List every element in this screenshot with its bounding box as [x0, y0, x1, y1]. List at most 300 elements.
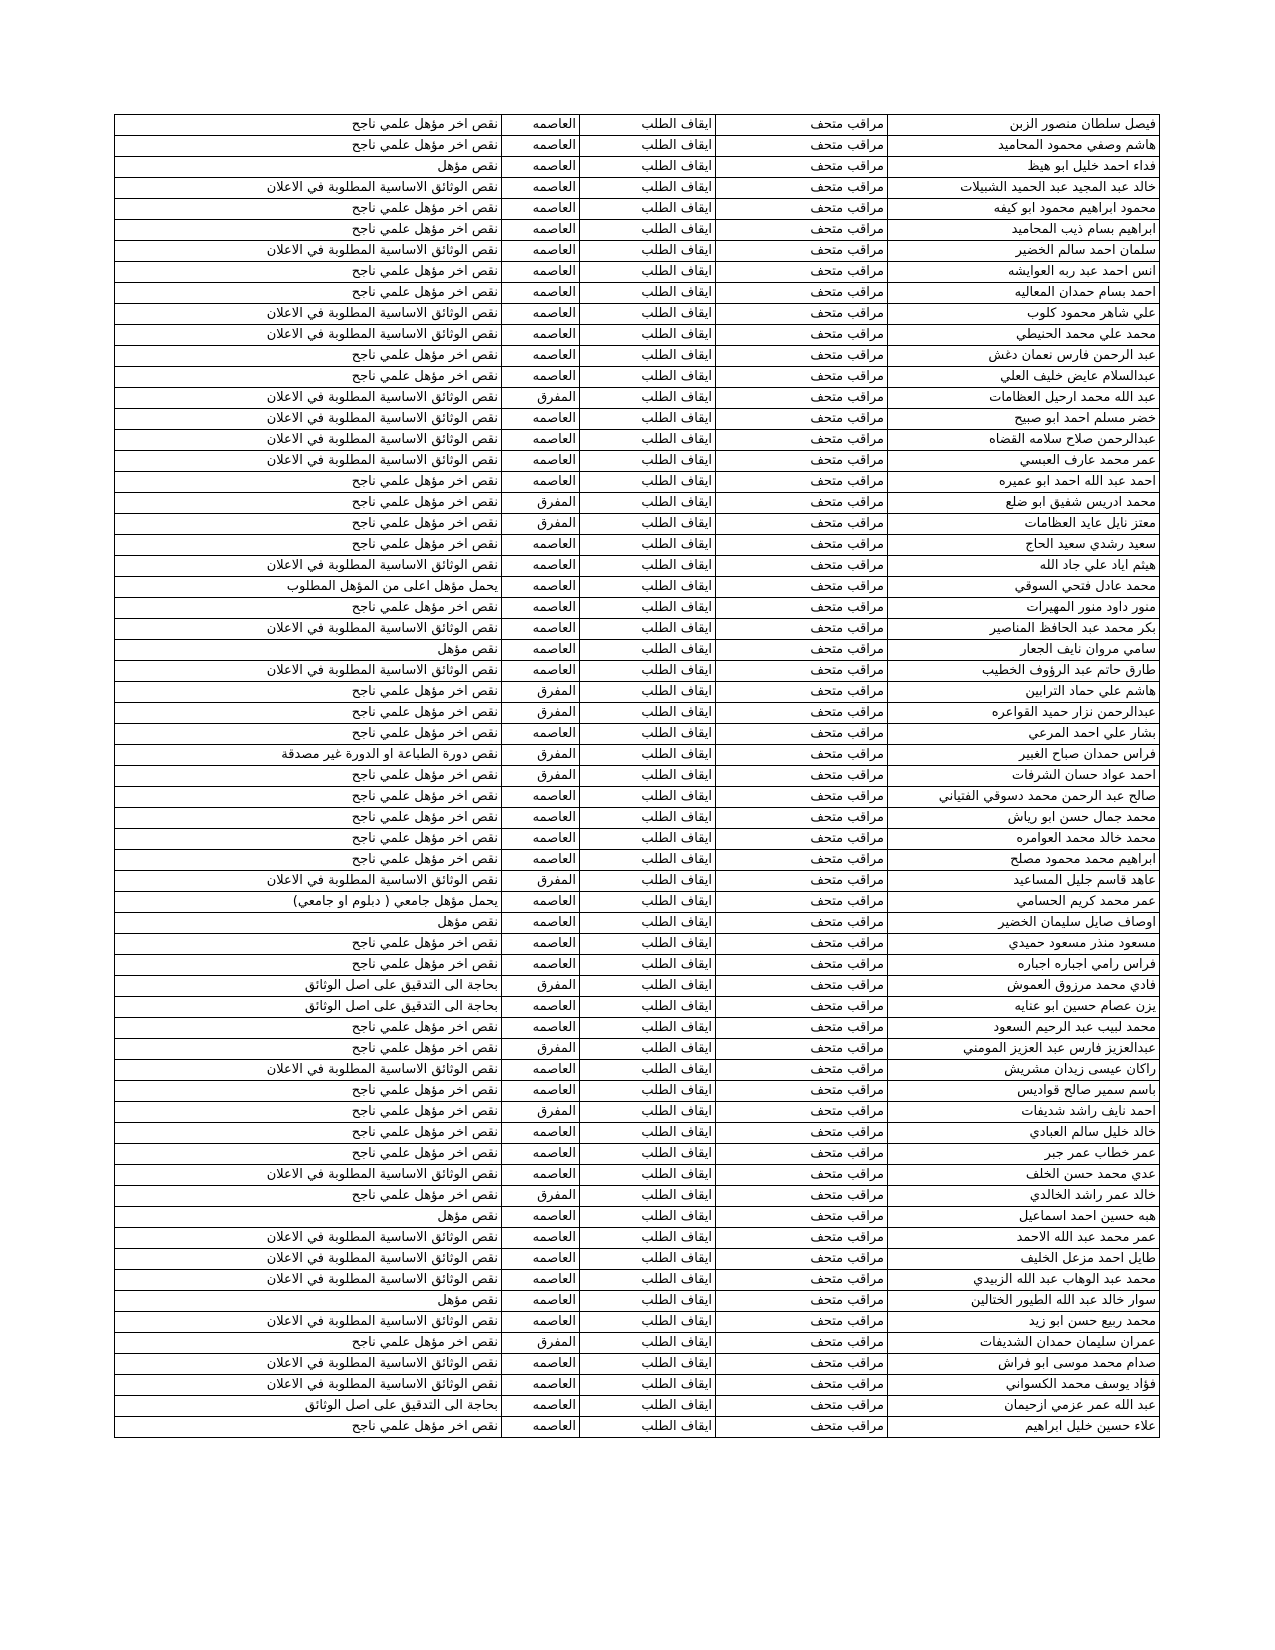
request-status-cell: ايقاف الطلب — [580, 1417, 716, 1438]
request-status-cell: ايقاف الطلب — [580, 892, 716, 913]
reason-cell: نقص اخر مؤهل علمي ناجح — [115, 829, 502, 850]
request-status-cell: ايقاف الطلب — [580, 1144, 716, 1165]
applicants-table-body — [115, 115, 1160, 1438]
applicant-name-cell: سوار خالد عبد الله الطيور الختالين — [888, 1291, 1160, 1312]
table-row — [115, 367, 1160, 388]
governorate-cell: العاصمه — [502, 1207, 580, 1228]
table-row — [115, 1396, 1160, 1417]
table-row — [115, 304, 1160, 325]
reason-cell: نقص اخر مؤهل علمي ناجح — [115, 724, 502, 745]
governorate-cell: المفرق — [502, 976, 580, 997]
request-status-cell: ايقاف الطلب — [580, 871, 716, 892]
reason-cell: نقص اخر مؤهل علمي ناجح — [115, 367, 502, 388]
governorate-cell: العاصمه — [502, 850, 580, 871]
request-status-cell: ايقاف الطلب — [580, 178, 716, 199]
table-row — [115, 766, 1160, 787]
governorate-cell: العاصمه — [502, 1144, 580, 1165]
request-status-cell: ايقاف الطلب — [580, 661, 716, 682]
request-status-cell: ايقاف الطلب — [580, 955, 716, 976]
reason-cell: نقص الوثائق الاساسية المطلوبة في الاعلان — [115, 409, 502, 430]
governorate-cell: المفرق — [502, 871, 580, 892]
job-title-cell: مراقب متحف — [716, 178, 888, 199]
governorate-cell: المفرق — [502, 766, 580, 787]
applicant-name-cell: يزن عصام حسين ابو عنايه — [888, 997, 1160, 1018]
governorate-cell: العاصمه — [502, 535, 580, 556]
table-row — [115, 724, 1160, 745]
governorate-cell: العاصمه — [502, 577, 580, 598]
request-status-cell: ايقاف الطلب — [580, 1039, 716, 1060]
applicant-name-cell: صدام محمد موسى ابو فراش — [888, 1354, 1160, 1375]
request-status-cell: ايقاف الطلب — [580, 1375, 716, 1396]
governorate-cell: العاصمه — [502, 1228, 580, 1249]
reason-cell: نقص الوثائق الاساسية المطلوبة في الاعلان — [115, 1228, 502, 1249]
table-row — [115, 1354, 1160, 1375]
reason-cell: نقص الوثائق الاساسية المطلوبة في الاعلان — [115, 430, 502, 451]
applicant-name-cell: محمد جمال حسن ابو رياش — [888, 808, 1160, 829]
applicant-name-cell: انس احمد عبد ربه العوايشه — [888, 262, 1160, 283]
table-row — [115, 1165, 1160, 1186]
governorate-cell: العاصمه — [502, 1081, 580, 1102]
reason-cell: نقص اخر مؤهل علمي ناجح — [115, 808, 502, 829]
job-title-cell: مراقب متحف — [716, 787, 888, 808]
request-status-cell: ايقاف الطلب — [580, 1165, 716, 1186]
table-row — [115, 178, 1160, 199]
governorate-cell: العاصمه — [502, 556, 580, 577]
table-row — [115, 1102, 1160, 1123]
request-status-cell: ايقاف الطلب — [580, 1396, 716, 1417]
applicant-name-cell: هاشم وصفي محمود المحاميد — [888, 136, 1160, 157]
table-row — [115, 283, 1160, 304]
reason-cell: نقص اخر مؤهل علمي ناجح — [115, 598, 502, 619]
table-row — [115, 451, 1160, 472]
job-title-cell: مراقب متحف — [716, 472, 888, 493]
governorate-cell: المفرق — [502, 514, 580, 535]
table-row — [115, 262, 1160, 283]
applicant-name-cell: عمر محمد عبد الله الاحمد — [888, 1228, 1160, 1249]
table-row — [115, 1039, 1160, 1060]
table-row — [115, 1375, 1160, 1396]
table-row — [115, 430, 1160, 451]
table-row — [115, 619, 1160, 640]
applicant-name-cell: احمد بسام حمدان المعاليه — [888, 283, 1160, 304]
table-row — [115, 1081, 1160, 1102]
table-row — [115, 955, 1160, 976]
governorate-cell: المفرق — [502, 1102, 580, 1123]
applicant-name-cell: راكان عيسى زيدان مشريش — [888, 1060, 1160, 1081]
table-row — [115, 640, 1160, 661]
job-title-cell: مراقب متحف — [716, 451, 888, 472]
job-title-cell: مراقب متحف — [716, 262, 888, 283]
reason-cell: نقص الوثائق الاساسية المطلوبة في الاعلان — [115, 1165, 502, 1186]
table-row — [115, 1291, 1160, 1312]
governorate-cell: المفرق — [502, 1333, 580, 1354]
reason-cell: نقص اخر مؤهل علمي ناجح — [115, 283, 502, 304]
reason-cell: نقص اخر مؤهل علمي ناجح — [115, 220, 502, 241]
applicant-name-cell: هيثم اياد علي جاد الله — [888, 556, 1160, 577]
request-status-cell: ايقاف الطلب — [580, 304, 716, 325]
reason-cell: نقص اخر مؤهل علمي ناجح — [115, 493, 502, 514]
governorate-cell: العاصمه — [502, 136, 580, 157]
job-title-cell: مراقب متحف — [716, 493, 888, 514]
applicant-name-cell: عبدالرحمن نزار حميد القواعره — [888, 703, 1160, 724]
governorate-cell: العاصمه — [502, 598, 580, 619]
job-title-cell: مراقب متحف — [716, 1354, 888, 1375]
table-row — [115, 976, 1160, 997]
applicant-name-cell: عبد الله محمد ارحيل العظامات — [888, 388, 1160, 409]
governorate-cell: العاصمه — [502, 1354, 580, 1375]
reason-cell: نقص اخر مؤهل علمي ناجح — [115, 682, 502, 703]
job-title-cell: مراقب متحف — [716, 346, 888, 367]
table-row — [115, 577, 1160, 598]
job-title-cell: مراقب متحف — [716, 1417, 888, 1438]
job-title-cell: مراقب متحف — [716, 850, 888, 871]
applicant-name-cell: محمد خالد محمد العوامره — [888, 829, 1160, 850]
job-title-cell: مراقب متحف — [716, 1228, 888, 1249]
reason-cell: نقص اخر مؤهل علمي ناجح — [115, 1018, 502, 1039]
applicant-name-cell: عمر محمد عارف العبسي — [888, 451, 1160, 472]
request-status-cell: ايقاف الطلب — [580, 262, 716, 283]
job-title-cell: مراقب متحف — [716, 1375, 888, 1396]
applicant-name-cell: طايل احمد مزعل الخليف — [888, 1249, 1160, 1270]
table-row — [115, 892, 1160, 913]
reason-cell: نقص اخر مؤهل علمي ناجح — [115, 1123, 502, 1144]
applicant-name-cell: محمد ادريس شفيق ابو ضلع — [888, 493, 1160, 514]
applicant-name-cell: علي شاهر محمود كلوب — [888, 304, 1160, 325]
table-row — [115, 1228, 1160, 1249]
request-status-cell: ايقاف الطلب — [580, 136, 716, 157]
request-status-cell: ايقاف الطلب — [580, 325, 716, 346]
job-title-cell: مراقب متحف — [716, 283, 888, 304]
applicant-name-cell: باسم سمير صالح قواديس — [888, 1081, 1160, 1102]
reason-cell: نقص اخر مؤهل علمي ناجح — [115, 115, 502, 136]
request-status-cell: ايقاف الطلب — [580, 976, 716, 997]
job-title-cell: مراقب متحف — [716, 1333, 888, 1354]
governorate-cell: العاصمه — [502, 283, 580, 304]
table-row — [115, 535, 1160, 556]
applicant-name-cell: فداء احمد خليل ابو هيظ — [888, 157, 1160, 178]
request-status-cell: ايقاف الطلب — [580, 1249, 716, 1270]
governorate-cell: العاصمه — [502, 1291, 580, 1312]
reason-cell: نقص الوثائق الاساسية المطلوبة في الاعلان — [115, 178, 502, 199]
request-status-cell: ايقاف الطلب — [580, 913, 716, 934]
table-row — [115, 871, 1160, 892]
request-status-cell: ايقاف الطلب — [580, 535, 716, 556]
governorate-cell: العاصمه — [502, 1417, 580, 1438]
job-title-cell: مراقب متحف — [716, 514, 888, 535]
table-row — [115, 661, 1160, 682]
governorate-cell: المفرق — [502, 1039, 580, 1060]
applicant-name-cell: معتز نايل عايد العظامات — [888, 514, 1160, 535]
governorate-cell: المفرق — [502, 388, 580, 409]
request-status-cell: ايقاف الطلب — [580, 934, 716, 955]
job-title-cell: مراقب متحف — [716, 703, 888, 724]
applicant-name-cell: خضر مسلم احمد ابو صبيح — [888, 409, 1160, 430]
reason-cell: نقص مؤهل — [115, 913, 502, 934]
request-status-cell: ايقاف الطلب — [580, 388, 716, 409]
governorate-cell: العاصمه — [502, 640, 580, 661]
table-row — [115, 556, 1160, 577]
reason-cell: نقص اخر مؤهل علمي ناجح — [115, 136, 502, 157]
applicant-name-cell: عدي محمد حسن الخلف — [888, 1165, 1160, 1186]
job-title-cell: مراقب متحف — [716, 220, 888, 241]
table-row — [115, 1312, 1160, 1333]
applicant-name-cell: سامي مروان نايف الجعار — [888, 640, 1160, 661]
governorate-cell: العاصمه — [502, 1018, 580, 1039]
governorate-cell: العاصمه — [502, 787, 580, 808]
table-row — [115, 472, 1160, 493]
applicant-name-cell: ابراهيم بسام ذيب المحاميد — [888, 220, 1160, 241]
request-status-cell: ايقاف الطلب — [580, 1333, 716, 1354]
applicant-name-cell: عمران سليمان حمدان الشديفات — [888, 1333, 1160, 1354]
governorate-cell: العاصمه — [502, 1060, 580, 1081]
table-row — [115, 514, 1160, 535]
request-status-cell: ايقاف الطلب — [580, 220, 716, 241]
governorate-cell: العاصمه — [502, 241, 580, 262]
reason-cell: نقص الوثائق الاساسية المطلوبة في الاعلان — [115, 1312, 502, 1333]
reason-cell: نقص اخر مؤهل علمي ناجح — [115, 955, 502, 976]
request-status-cell: ايقاف الطلب — [580, 766, 716, 787]
governorate-cell: العاصمه — [502, 451, 580, 472]
job-title-cell: مراقب متحف — [716, 1270, 888, 1291]
governorate-cell: العاصمه — [502, 934, 580, 955]
request-status-cell: ايقاف الطلب — [580, 1081, 716, 1102]
reason-cell: نقص الوثائق الاساسية المطلوبة في الاعلان — [115, 871, 502, 892]
table-row — [115, 115, 1160, 136]
governorate-cell: العاصمه — [502, 430, 580, 451]
request-status-cell: ايقاف الطلب — [580, 1312, 716, 1333]
job-title-cell: مراقب متحف — [716, 619, 888, 640]
table-row — [115, 1417, 1160, 1438]
applicant-name-cell: عاهد قاسم جليل المساعيد — [888, 871, 1160, 892]
reason-cell: نقص الوثائق الاساسية المطلوبة في الاعلان — [115, 619, 502, 640]
table-row — [115, 1018, 1160, 1039]
governorate-cell: العاصمه — [502, 178, 580, 199]
reason-cell: نقص اخر مؤهل علمي ناجح — [115, 850, 502, 871]
applicant-name-cell: احمد عبد الله احمد ابو عميره — [888, 472, 1160, 493]
reason-cell: نقص اخر مؤهل علمي ناجح — [115, 199, 502, 220]
request-status-cell: ايقاف الطلب — [580, 640, 716, 661]
reason-cell: نقص مؤهل — [115, 640, 502, 661]
job-title-cell: مراقب متحف — [716, 955, 888, 976]
applicant-name-cell: فادي محمد مرزوق العموش — [888, 976, 1160, 997]
job-title-cell: مراقب متحف — [716, 367, 888, 388]
applicant-name-cell: عبدالرحمن صلاح سلامه القضاه — [888, 430, 1160, 451]
table-row — [115, 850, 1160, 871]
reason-cell: نقص الوثائق الاساسية المطلوبة في الاعلان — [115, 451, 502, 472]
applicant-name-cell: ابراهيم محمد محمود مصلح — [888, 850, 1160, 871]
job-title-cell: مراقب متحف — [716, 577, 888, 598]
governorate-cell: المفرق — [502, 682, 580, 703]
request-status-cell: ايقاف الطلب — [580, 1123, 716, 1144]
applicant-name-cell: سعيد رشدي سعيد الحاج — [888, 535, 1160, 556]
reason-cell: نقص اخر مؤهل علمي ناجح — [115, 472, 502, 493]
table-row — [115, 934, 1160, 955]
reason-cell: نقص اخر مؤهل علمي ناجح — [115, 1144, 502, 1165]
reason-cell: نقص مؤهل — [115, 157, 502, 178]
job-title-cell: مراقب متحف — [716, 535, 888, 556]
applicant-name-cell: عبدالعزيز فارس عبد العزيز المومني — [888, 1039, 1160, 1060]
reason-cell: نقص مؤهل — [115, 1207, 502, 1228]
job-title-cell: مراقب متحف — [716, 1081, 888, 1102]
governorate-cell: العاصمه — [502, 220, 580, 241]
reason-cell: نقص الوثائق الاساسية المطلوبة في الاعلان — [115, 1270, 502, 1291]
table-row — [115, 388, 1160, 409]
governorate-cell: العاصمه — [502, 1249, 580, 1270]
applicant-name-cell: احمد عواد حسان الشرفات — [888, 766, 1160, 787]
request-status-cell: ايقاف الطلب — [580, 1291, 716, 1312]
governorate-cell: العاصمه — [502, 262, 580, 283]
table-row — [115, 1186, 1160, 1207]
governorate-cell: العاصمه — [502, 1270, 580, 1291]
applicant-name-cell: اوصاف صايل سليمان الخضير — [888, 913, 1160, 934]
request-status-cell: ايقاف الطلب — [580, 829, 716, 850]
job-title-cell: مراقب متحف — [716, 661, 888, 682]
reason-cell: بحاجة الى التدقيق على اصل الوثائق — [115, 997, 502, 1018]
request-status-cell: ايقاف الطلب — [580, 1018, 716, 1039]
request-status-cell: ايقاف الطلب — [580, 199, 716, 220]
table-row — [115, 787, 1160, 808]
request-status-cell: ايقاف الطلب — [580, 1228, 716, 1249]
reason-cell: نقص اخر مؤهل علمي ناجح — [115, 346, 502, 367]
governorate-cell: المفرق — [502, 745, 580, 766]
governorate-cell: العاصمه — [502, 325, 580, 346]
reason-cell: نقص مؤهل — [115, 1291, 502, 1312]
request-status-cell: ايقاف الطلب — [580, 409, 716, 430]
governorate-cell: العاصمه — [502, 199, 580, 220]
job-title-cell: مراقب متحف — [716, 640, 888, 661]
table-row — [115, 682, 1160, 703]
table-row — [115, 1060, 1160, 1081]
job-title-cell: مراقب متحف — [716, 556, 888, 577]
reason-cell: نقص الوثائق الاساسية المطلوبة في الاعلان — [115, 325, 502, 346]
reason-cell: نقص الوثائق الاساسية المطلوبة في الاعلان — [115, 661, 502, 682]
request-status-cell: ايقاف الطلب — [580, 577, 716, 598]
reason-cell: يحمل مؤهل جامعي ( دبلوم او جامعي) — [115, 892, 502, 913]
governorate-cell: العاصمه — [502, 157, 580, 178]
request-status-cell: ايقاف الطلب — [580, 808, 716, 829]
table-row — [115, 493, 1160, 514]
governorate-cell: العاصمه — [502, 1375, 580, 1396]
request-status-cell: ايقاف الطلب — [580, 556, 716, 577]
job-title-cell: مراقب متحف — [716, 409, 888, 430]
applicants-table — [114, 114, 1160, 1438]
job-title-cell: مراقب متحف — [716, 1018, 888, 1039]
governorate-cell: العاصمه — [502, 892, 580, 913]
governorate-cell: العاصمه — [502, 808, 580, 829]
request-status-cell: ايقاف الطلب — [580, 451, 716, 472]
job-title-cell: مراقب متحف — [716, 1144, 888, 1165]
table-row — [115, 1249, 1160, 1270]
reason-cell: نقص اخر مؤهل علمي ناجح — [115, 514, 502, 535]
job-title-cell: مراقب متحف — [716, 157, 888, 178]
job-title-cell: مراقب متحف — [716, 1207, 888, 1228]
job-title-cell: مراقب متحف — [716, 598, 888, 619]
reason-cell: نقص اخر مؤهل علمي ناجح — [115, 703, 502, 724]
job-title-cell: مراقب متحف — [716, 115, 888, 136]
request-status-cell: ايقاف الطلب — [580, 1060, 716, 1081]
applicant-name-cell: خالد عبد المجيد عبد الحميد الشبيلات — [888, 178, 1160, 199]
applicant-name-cell: طارق حاتم عبد الرؤوف الخطيب — [888, 661, 1160, 682]
governorate-cell: المفرق — [502, 493, 580, 514]
table-row — [115, 913, 1160, 934]
applicant-name-cell: بكر محمد عبد الحافظ المناصير — [888, 619, 1160, 640]
governorate-cell: العاصمه — [502, 619, 580, 640]
reason-cell: بحاجة الى التدقيق على اصل الوثائق — [115, 1396, 502, 1417]
request-status-cell: ايقاف الطلب — [580, 745, 716, 766]
governorate-cell: العاصمه — [502, 724, 580, 745]
table-row — [115, 997, 1160, 1018]
governorate-cell: العاصمه — [502, 304, 580, 325]
request-status-cell: ايقاف الطلب — [580, 724, 716, 745]
job-title-cell: مراقب متحف — [716, 199, 888, 220]
job-title-cell: مراقب متحف — [716, 1291, 888, 1312]
request-status-cell: ايقاف الطلب — [580, 115, 716, 136]
job-title-cell: مراقب متحف — [716, 304, 888, 325]
job-title-cell: مراقب متحف — [716, 136, 888, 157]
governorate-cell: العاصمه — [502, 997, 580, 1018]
request-status-cell: ايقاف الطلب — [580, 703, 716, 724]
applicant-name-cell: فراس حمدان صباح الغبير — [888, 745, 1160, 766]
governorate-cell: العاصمه — [502, 472, 580, 493]
request-status-cell: ايقاف الطلب — [580, 787, 716, 808]
applicant-name-cell: عمر خطاب عمر جبر — [888, 1144, 1160, 1165]
governorate-cell: العاصمه — [502, 409, 580, 430]
request-status-cell: ايقاف الطلب — [580, 619, 716, 640]
table-row — [115, 745, 1160, 766]
applicant-name-cell: محمد عبد الوهاب عبد الله الزبيدي — [888, 1270, 1160, 1291]
table-row — [115, 1207, 1160, 1228]
applicant-name-cell: عبد الله عمر عزمي ازحيمان — [888, 1396, 1160, 1417]
table-row — [115, 220, 1160, 241]
reason-cell: نقص الوثائق الاساسية المطلوبة في الاعلان — [115, 304, 502, 325]
governorate-cell: العاصمه — [502, 367, 580, 388]
job-title-cell: مراقب متحف — [716, 1312, 888, 1333]
applicant-name-cell: احمد نايف راشد شديفات — [888, 1102, 1160, 1123]
request-status-cell: ايقاف الطلب — [580, 430, 716, 451]
applicant-name-cell: خالد خليل سالم العبادي — [888, 1123, 1160, 1144]
applicant-name-cell: هاشم علي حماد الترابين — [888, 682, 1160, 703]
reason-cell: نقص اخر مؤهل علمي ناجح — [115, 1417, 502, 1438]
governorate-cell: العاصمه — [502, 955, 580, 976]
table-row — [115, 346, 1160, 367]
job-title-cell: مراقب متحف — [716, 388, 888, 409]
applicant-name-cell: بشار علي احمد المرعي — [888, 724, 1160, 745]
request-status-cell: ايقاف الطلب — [580, 493, 716, 514]
job-title-cell: مراقب متحف — [716, 1060, 888, 1081]
applicant-name-cell: عبدالسلام عايض خليف العلي — [888, 367, 1160, 388]
table-row — [115, 1123, 1160, 1144]
table-row — [115, 199, 1160, 220]
reason-cell: نقص اخر مؤهل علمي ناجح — [115, 262, 502, 283]
job-title-cell: مراقب متحف — [716, 325, 888, 346]
applicant-name-cell: فؤاد يوسف محمد الكسواني — [888, 1375, 1160, 1396]
table-row — [115, 1333, 1160, 1354]
reason-cell: نقص اخر مؤهل علمي ناجح — [115, 1102, 502, 1123]
job-title-cell: مراقب متحف — [716, 1186, 888, 1207]
applicant-name-cell: مسعود منذر مسعود حميدي — [888, 934, 1160, 955]
applicant-name-cell: محمد عادل فتحي السوقي — [888, 577, 1160, 598]
applicant-name-cell: فراس رامي اجباره اجباره — [888, 955, 1160, 976]
reason-cell: نقص اخر مؤهل علمي ناجح — [115, 1333, 502, 1354]
applicant-name-cell: خالد عمر راشد الخالدي — [888, 1186, 1160, 1207]
applicant-name-cell: فيصل سلطان منصور الزبن — [888, 115, 1160, 136]
job-title-cell: مراقب متحف — [716, 997, 888, 1018]
applicant-name-cell: هبه حسين احمد اسماعيل — [888, 1207, 1160, 1228]
request-status-cell: ايقاف الطلب — [580, 346, 716, 367]
table-row — [115, 703, 1160, 724]
reason-cell: بحاجة الى التدقيق على اصل الوثائق — [115, 976, 502, 997]
table-row — [115, 598, 1160, 619]
